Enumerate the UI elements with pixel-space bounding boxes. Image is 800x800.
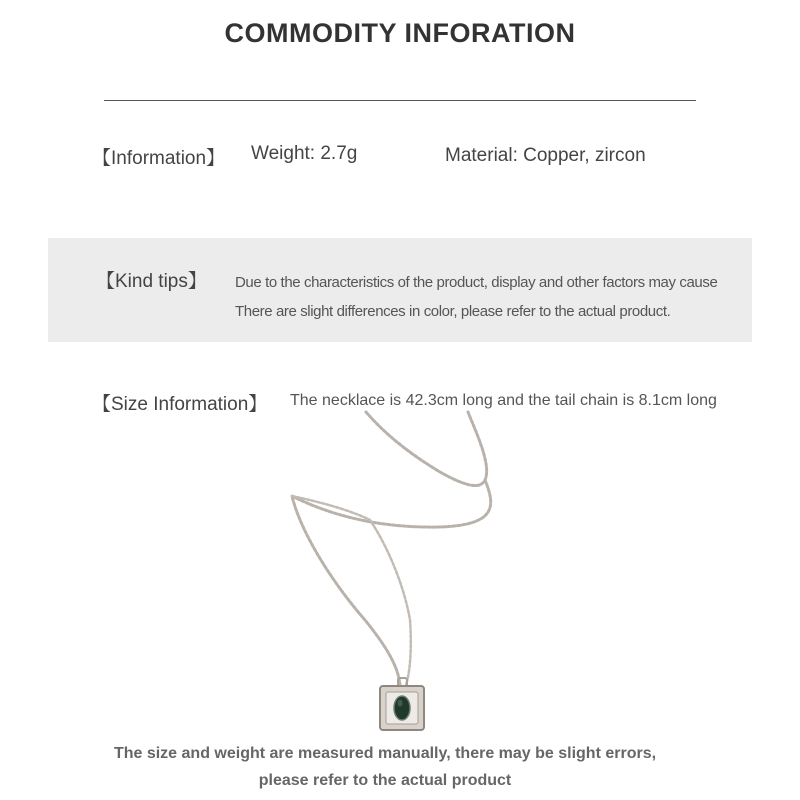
title-divider xyxy=(104,100,696,101)
kind-tips-label: 【Kind tips】 xyxy=(96,271,207,292)
weight-value: Weight: 2.7g xyxy=(251,143,358,164)
size-information-label: 【Size Information】 xyxy=(92,394,268,415)
information-label: 【Information】 xyxy=(92,148,226,169)
kind-tips-panel xyxy=(48,238,752,342)
page-title: COMMODITY INFORATION xyxy=(224,18,576,48)
size-information-text: The necklace is 42.3cm long and the tail chain is 8.1cm long xyxy=(290,392,717,409)
material-value: Material: Copper, zircon xyxy=(445,145,646,166)
necklace-image xyxy=(270,410,530,740)
kind-tips-line-2: There are slight differences in color, please refer to the actual product. xyxy=(235,303,671,320)
chain-strand-back xyxy=(366,412,487,486)
footer-line-1: The size and weight are measured manually, there may be slight errors, xyxy=(113,745,657,762)
footer-line-2: please refer to the actual product xyxy=(258,772,512,789)
chain-strand-front xyxy=(292,480,491,685)
kind-tips-line-1: Due to the characteristics of the product, display and other factors may cause xyxy=(235,274,718,291)
footer-note xyxy=(0,740,770,794)
pendant-icon xyxy=(380,686,424,730)
kind-tips-text xyxy=(235,268,717,326)
